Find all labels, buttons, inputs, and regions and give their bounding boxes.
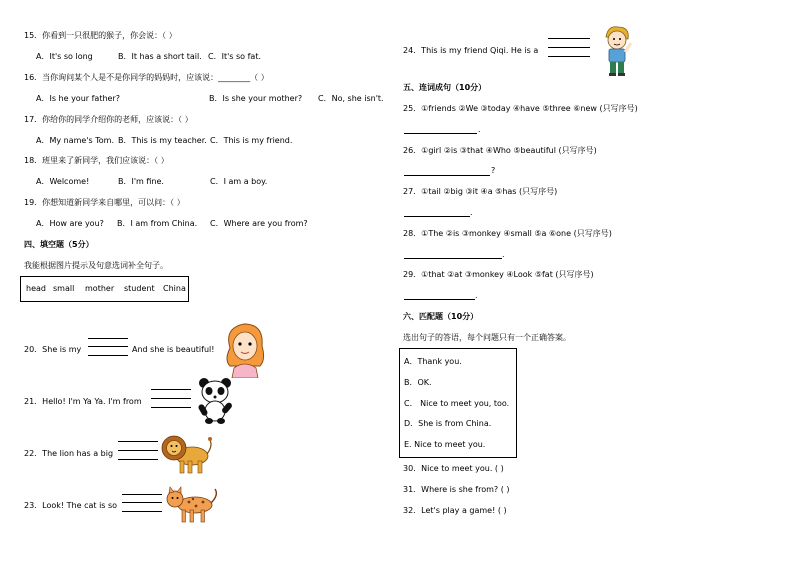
answer-blank[interactable] — [122, 511, 162, 512]
q19-option-c: C．Where are you from? — [210, 219, 308, 228]
word-bank-item: student — [124, 284, 155, 293]
q18-option-b: B．I'm fine. — [118, 177, 164, 186]
question-25-tail: . — [478, 125, 481, 134]
section-5-title: 五、连词成句（10分） — [403, 83, 487, 92]
q15-option-c: C．It's so fat. — [208, 52, 261, 61]
question-25: 25．①friends ②We ③today ④have ⑤three ⑥new (只写序号) — [403, 104, 638, 113]
question-28: 28．①The ②is ③monkey ④small ⑤a ⑥one (只写序号) — [403, 229, 612, 238]
question-17: 17．你给你的同学介绍你的老师，应该说：（ ） — [24, 115, 193, 124]
answer-choice: C． Nice to meet you, too. — [404, 399, 510, 408]
boy-illustration — [600, 25, 634, 79]
question-32: 32．Let's play a game! ( ) — [403, 506, 507, 515]
answer-blank[interactable] — [151, 389, 191, 390]
answer-choice: B．OK. — [404, 378, 432, 387]
answer-blank[interactable] — [88, 338, 128, 339]
question-24-prefix: 24．This is my friend Qiqi. He is a — [403, 46, 539, 55]
q16-option-b: B．Is she your mother? — [209, 94, 303, 103]
answer-blank[interactable] — [88, 346, 128, 347]
lion-illustration — [160, 430, 214, 478]
q15-option-a: A．It's so long — [36, 52, 93, 61]
answer-blank[interactable] — [151, 407, 191, 408]
question-29: 29．①that ②at ③monkey ④Look ⑤fat (只写序号) — [403, 270, 594, 279]
question-16: 16．当你询问某个人是不是你同学的妈妈时，应该说：________（ ） — [24, 73, 269, 82]
section-6-instruction: 选出句子的答语，每个问题只有一个正确答案。 — [403, 333, 571, 342]
word-bank-item: head — [26, 284, 46, 293]
answer-choice: D．She is from China. — [404, 419, 492, 428]
q18-option-c: C．I am a boy. — [210, 177, 268, 186]
answer-blank[interactable] — [404, 175, 490, 176]
answer-blank[interactable] — [122, 494, 162, 495]
cat-illustration — [163, 485, 221, 527]
q16-option-c: C．No, she isn't. — [318, 94, 384, 103]
q17-option-c: C．This is my friend. — [210, 136, 293, 145]
question-20-prefix: 20．She is my — [24, 345, 82, 354]
q19-option-b: B．I am from China. — [117, 219, 198, 228]
question-29-tail: . — [475, 291, 478, 300]
q16-option-a: A．Is he your father? — [36, 94, 120, 103]
panda-illustration — [196, 376, 234, 426]
question-27: 27．①tail ②big ③it ④a ⑤has (只写序号) — [403, 187, 558, 196]
answer-choice: E. Nice to meet you. — [404, 440, 486, 449]
question-27-tail: . — [470, 208, 473, 217]
question-30: 30．Nice to meet you. ( ) — [403, 464, 504, 473]
answer-blank[interactable] — [548, 47, 590, 48]
question-20-suffix: And she is beautiful! — [132, 345, 215, 354]
word-bank-item: China — [163, 284, 186, 293]
question-22-prefix: 22．The lion has a big — [24, 449, 114, 458]
q17-option-b: B．This is my teacher. — [118, 136, 207, 145]
answer-blank[interactable] — [118, 450, 158, 451]
answer-blank[interactable] — [548, 38, 590, 39]
answer-blank[interactable] — [548, 56, 590, 57]
word-bank-item: small — [53, 284, 75, 293]
answer-blank[interactable] — [404, 258, 502, 259]
question-21-prefix: 21．Hello! I'm Ya Ya. I'm from — [24, 397, 142, 406]
answer-blank[interactable] — [88, 355, 128, 356]
question-19: 19．你想知道新同学来自哪里，可以问：（ ） — [24, 198, 185, 207]
q19-option-a: A．How are you? — [36, 219, 104, 228]
q17-option-a: A．My name's Tom. — [36, 136, 115, 145]
question-15: 15．你看到一只很肥的猴子，你会说：（ ） — [24, 31, 177, 40]
q15-option-b: B．It has a short tail. — [118, 52, 202, 61]
answer-blank[interactable] — [404, 299, 475, 300]
question-18: 18．班里来了新同学，我们应该说：（ ） — [24, 156, 169, 165]
question-26-tail: ? — [491, 166, 496, 175]
question-26: 26．①girl ②is ③that ④Who ⑤beautiful (只写序号) — [403, 146, 597, 155]
answer-choice: A．Thank you. — [404, 357, 462, 366]
answer-blank[interactable] — [404, 216, 470, 217]
word-bank-item: mother — [85, 284, 115, 293]
girl-illustration — [222, 320, 268, 380]
question-31: 31．Where is she from? ( ) — [403, 485, 510, 494]
answer-blank[interactable] — [151, 398, 191, 399]
q18-option-a: A．Welcome! — [36, 177, 90, 186]
answer-blank[interactable] — [404, 133, 477, 134]
answer-blank[interactable] — [118, 441, 158, 442]
question-28-tail: . — [502, 250, 505, 259]
answer-blank[interactable] — [118, 459, 158, 460]
answer-blank[interactable] — [122, 502, 162, 503]
section-4-instruction: 我能根据图片提示及句意选词补全句子。 — [24, 261, 168, 270]
section-4-title: 四、填空题（5分） — [24, 240, 94, 249]
section-6-title: 六、匹配题（10分） — [403, 312, 479, 321]
question-23-prefix: 23．Look! The cat is so — [24, 501, 118, 510]
